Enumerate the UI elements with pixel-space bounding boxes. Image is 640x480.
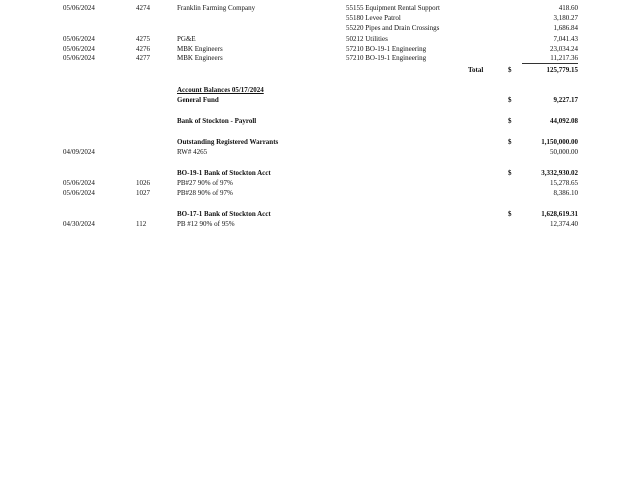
row-amount: 15,278.65	[550, 179, 578, 187]
payroll-amount: 44,092.08	[550, 117, 578, 125]
row-check-number: 112	[136, 220, 147, 228]
row-amount: 8,386.10	[553, 189, 578, 197]
general-fund-amount: 9,227.17	[553, 96, 578, 104]
row-payee: PG&E	[177, 35, 196, 43]
bo19-label: BO-19-1 Bank of Stockton Acct	[177, 169, 271, 177]
row-description: RW# 4265	[177, 148, 208, 156]
total-label: Total	[468, 66, 484, 74]
total-currency: $	[508, 66, 512, 74]
outstanding-label: Outstanding Registered Warrants	[177, 138, 279, 146]
row-amount: 23,034.24	[550, 45, 578, 53]
row-amount: 3,180.27	[553, 14, 578, 22]
bo17-label: BO-17-1 Bank of Stockton Acct	[177, 210, 271, 218]
row-description: PB #12 90% of 95%	[177, 220, 235, 228]
row-date: 05/06/2024	[63, 4, 95, 12]
row-payee: MBK Engineers	[177, 54, 223, 62]
row-date: 05/06/2024	[63, 189, 95, 197]
row-check-number: 4275	[136, 35, 150, 43]
row-check-number: 1026	[136, 179, 150, 187]
row-date: 04/30/2024	[63, 220, 95, 228]
row-account: 55180 Levee Patrol	[346, 14, 401, 22]
outstanding-currency: $	[508, 138, 512, 146]
row-date: 05/06/2024	[63, 45, 95, 53]
row-date: 05/06/2024	[63, 54, 95, 62]
row-account: 57210 BO-19-1 Engineering	[346, 45, 427, 53]
row-amount: 12,374.40	[550, 220, 578, 228]
bo17-amount: 1,628,619.31	[541, 210, 578, 218]
bo17-currency: $	[508, 210, 512, 218]
payroll-label: Bank of Stockton - Payroll	[177, 117, 257, 125]
row-check-number: 4277	[136, 54, 150, 62]
row-amount: 418.60	[558, 4, 578, 12]
row-check-number: 1027	[136, 189, 150, 197]
row-check-number: 4276	[136, 45, 150, 53]
row-amount: 11,217.36	[550, 54, 578, 62]
outstanding-amount: 1,150,000.00	[541, 138, 578, 146]
row-date: 05/06/2024	[63, 179, 95, 187]
row-account: 50212 Utilities	[346, 35, 388, 43]
row-date: 05/06/2024	[63, 35, 95, 43]
row-payee: MBK Engineers	[177, 45, 223, 53]
row-account: 55220 Pipes and Drain Crossings	[346, 24, 440, 32]
row-account: 57210 BO-19-1 Engineering	[346, 54, 427, 62]
row-amount: 7,041.43	[553, 35, 578, 43]
general-fund-currency: $	[508, 96, 512, 104]
balances-title: Account Balances 05/17/2024	[177, 86, 264, 94]
general-fund-label: General Fund	[177, 96, 219, 104]
row-description: PB#27 90% of 97%	[177, 179, 233, 187]
row-payee: Franklin Farming Company	[177, 4, 256, 12]
payroll-currency: $	[508, 117, 512, 125]
row-check-number: 4274	[136, 4, 150, 12]
row-amount: 1,686.84	[553, 24, 578, 32]
row-amount: 50,000.00	[550, 148, 578, 156]
row-date: 04/09/2024	[63, 148, 95, 156]
bo19-currency: $	[508, 169, 512, 177]
bo19-amount: 3,332,930.02	[541, 169, 578, 177]
total-amount: 125,779.15	[546, 66, 578, 74]
total-rule	[522, 63, 578, 64]
row-account: 55155 Equipment Rental Support	[346, 4, 440, 12]
row-description: PB#28 90% of 97%	[177, 189, 233, 197]
